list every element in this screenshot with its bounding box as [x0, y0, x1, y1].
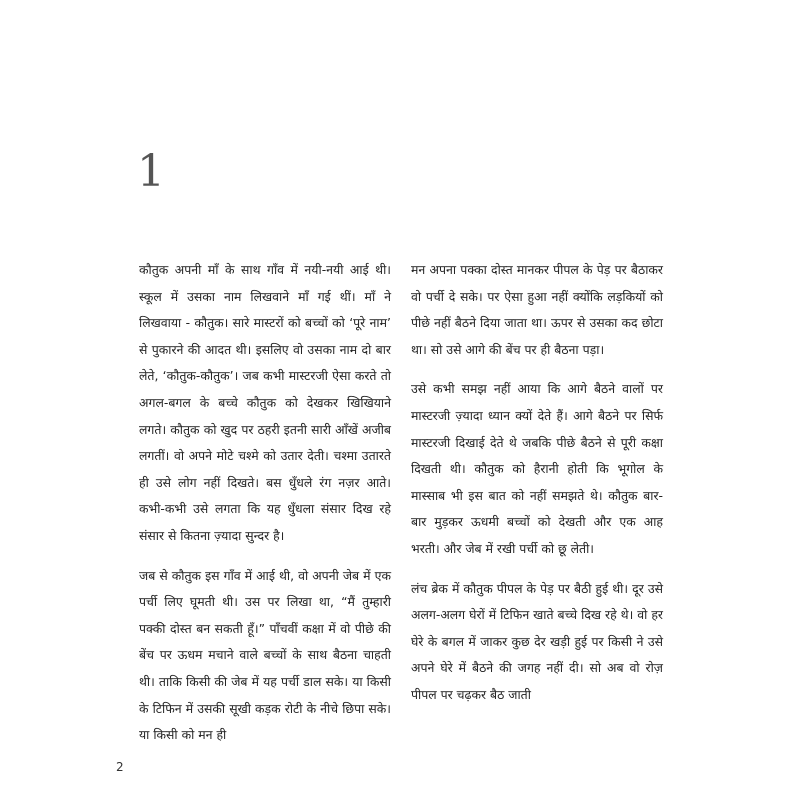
paragraph: मन अपना पक्का दोस्त मानकर पीपल के पेड़ पर बैठाकर वो पर्ची दे सके। पर ऐसा हुआ नहीं क्योंकि लड़कियों को पीछे नहीं बैठने दिया जाता था। ऊपर से उसका कद छोटा था। सो उसे आगे की बेंच पर ही बैठना पड़ा।: [411, 262, 663, 357]
paragraph: लंच ब्रेक में कौतुक पीपल के पेड़ पर बैठी हुई थी। दूर उसे अलग-अलग घेरों में टिफिन खाते बच्चे दिख रहे थे। वो हर घेरे के बगल में जाकर कुछ देर खड़ी हुई पर किसी ने उसे अपने घेरे में बैठने की जगह नहीं दी। सो अब वो रोज़ पीपल पर चढ़कर बैठ जाती: [411, 580, 663, 702]
text-column-right: [411, 257, 663, 722]
paragraph: जब से कौतुक इस गाँव में आई थी, वो अपनी जेब में एक पर्ची लिए घूमती थी। उस पर लिखा था, “मैं तुम्हारी पक्की दोस्त बन सकती हूँ।” पाँचवीं कक्षा में वो पीछे की बेंच पर ऊधम मचाने वाले बच्चों के साथ बैठना चाहती थी। ताकि किसी की जेब में यह पर्ची डाल सके। या किसी के टिफिन में उसकी सूखी कड़क रोटी के नीचे छिपा सके। या किसी को मन ही: [139, 567, 391, 743]
paragraph: उसे कभी समझ नहीं आया कि आगे बैठने वालों पर मास्टरजी ज़्यादा ध्यान क्यों देते हैं। आगे बैठने पर सिर्फ मास्टरजी दिखाई देते थे जबकि पीछे बैठने से पूरी कक्षा दिखती थी। कौतुक को हैरानी होती कि भूगोल के मास्साब भी इस बात को नहीं समझते थे। कौतुक बार-बार मुड़कर ऊधमी बच्चों को देखती और एक आह भरती। और जेब में रखी पर्ची को छू लेती।: [411, 381, 663, 556]
text-column-left: [139, 257, 391, 762]
chapter-number: 1: [137, 146, 165, 197]
paragraph: कौतुक अपनी माँ के साथ गाँव में नयी-नयी आई थी। स्कूल में उसका नाम लिखवाने माँ गई थीं। माँ ने लिखवाया - कौतुक। सारे मास्टरों को बच्चों को ‘पूरे नाम’ से पुकारने की आदत थी। इसलिए वो उसका नाम दो बार लेते, ‘कौतुक-कौतुक’। जब कभी मास्टरजी ऐसा करते तो अगल-बगल के बच्चे कौतुक को देखकर खिखियाने लगते। कौतुक को खुद पर ठहरी इतनी सारी आँखें अजीब लगतीं। वो अपने मोटे चश्मे को उतार देती। चश्मा उतारते ही उसे लोग नहीं दिखते। बस धुँधले रंग नज़र आते। कभी-कभी उसे लगता कि यह धुँधला संसार दिख रहे संसार से कितना ज़्यादा सुन्दर है।: [139, 262, 391, 543]
page-number: 2: [116, 760, 124, 774]
